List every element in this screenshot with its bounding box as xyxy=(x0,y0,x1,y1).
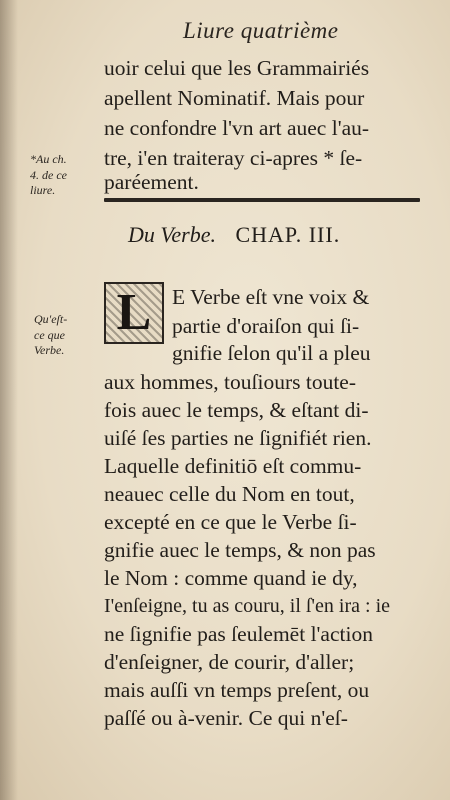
text-line: aux hommes, touſiours toute- xyxy=(104,370,356,394)
chapter-title: Du Verbe. xyxy=(128,222,216,247)
text-line: partie d'oraiſon qui ſi- xyxy=(172,314,360,338)
chapter-heading xyxy=(128,222,340,248)
running-head: Liure quatrième xyxy=(183,18,339,43)
section-rule xyxy=(104,198,420,202)
ornamental-initial xyxy=(104,282,164,344)
initial-letter: L xyxy=(116,284,152,341)
text-line: gnifie auec le temps, & non pas xyxy=(104,538,376,562)
text-line: le Nom : comme quand ie dy, xyxy=(104,566,358,590)
text-line: excepté en ce que le Verbe ſi- xyxy=(104,510,357,534)
text-line: E Verbe eſt vne voix & xyxy=(172,285,370,309)
text-line: I'enſeigne, tu as couru, il ſ'en ira : ie xyxy=(104,595,390,617)
text-line: gnifie ſelon qu'il a pleu xyxy=(172,341,371,365)
margin-note-question: Qu'eſt- ce que Verbe. xyxy=(34,312,68,358)
text-line: neauec celle du Nom en tout, xyxy=(104,482,355,506)
text-line: ne confondre l'vn art auec l'au- xyxy=(104,116,370,140)
text-line: uiſé ſes parties ne ſignifiét rien. xyxy=(104,426,372,450)
text-line: fois auec le temps, & eſtant di- xyxy=(104,398,369,422)
text-line: d'enſeigner, de courir, d'aller; xyxy=(104,650,355,674)
text-line: ne ſignifie pas ſeulemēt l'action xyxy=(104,622,373,646)
chapter-number: CHAP. III. xyxy=(235,222,341,247)
text-line: uoir celui que les Grammairiés xyxy=(104,56,370,80)
text-line: mais auſſi vn temps preſent, ou xyxy=(104,678,370,702)
text-line: tre, i'en traiteray ci-apres * ſe- xyxy=(104,146,363,170)
margin-note-reference: *Au ch. 4. de ce liure. xyxy=(30,152,67,198)
text-line: apellent Nominatif. Mais pour xyxy=(104,86,365,110)
text-line: Laquelle definitiō eſt commu- xyxy=(104,454,362,478)
page-gutter-shadow xyxy=(0,0,18,800)
text-line: paréement. xyxy=(104,170,199,194)
text-line: paſſé ou à-venir. Ce qui n'eſ- xyxy=(104,706,348,730)
